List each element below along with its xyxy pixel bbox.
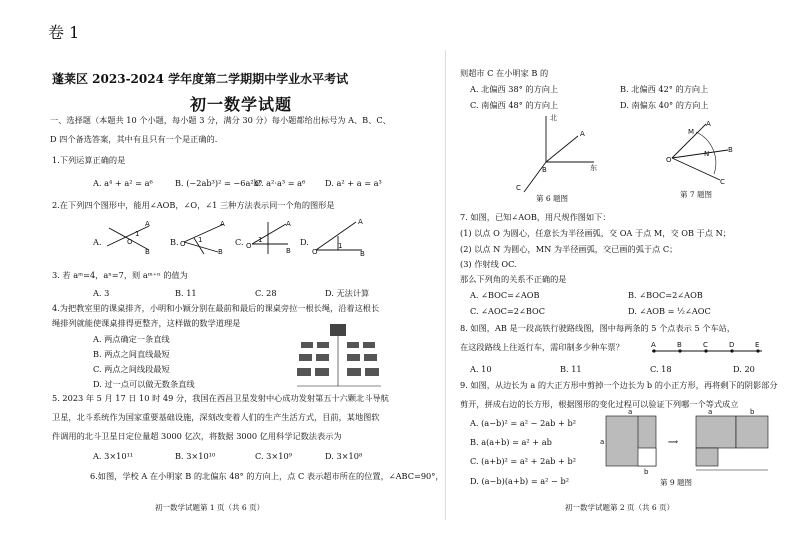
q7-step-3: (3) 作射线 OC. bbox=[460, 259, 517, 269]
q4-option-c: C. 两点之间线段最短 bbox=[93, 364, 170, 374]
svg-text:东: 东 bbox=[590, 164, 597, 172]
q5-option-a: A. 3×10¹¹ bbox=[93, 451, 134, 461]
q4-option-d: D. 过一点可以做无数条直线 bbox=[93, 379, 195, 389]
svg-text:A: A bbox=[220, 220, 225, 228]
q8-point-a: A bbox=[651, 341, 656, 349]
q4-option-a: A. 两点确定一条直线 bbox=[93, 334, 170, 344]
svg-text:A: A bbox=[706, 120, 711, 128]
q8-option-a: A. 10 bbox=[470, 364, 492, 374]
svg-text:1: 1 bbox=[258, 236, 263, 244]
q1-option-d: D. a² + a = a³ bbox=[325, 178, 382, 188]
svg-text:A: A bbox=[145, 220, 150, 228]
svg-text:1: 1 bbox=[338, 242, 343, 250]
svg-text:M: M bbox=[688, 128, 695, 136]
svg-text:A: A bbox=[286, 220, 291, 228]
classroom-desks-illustration bbox=[295, 320, 383, 390]
q7-step-2: (2) 以点 N 为圆心，MN 为半径画弧，交已画的弧于点 C； bbox=[460, 244, 678, 254]
section-intro-1: 一、选择题（本题共 10 个小题，每小题 3 分，满分 30 分）每小题都给出标号为 A、B、C、 bbox=[50, 115, 391, 125]
q2-option-a: A. bbox=[93, 237, 102, 247]
q9-line-2: 剪开，拼成右边的长方形，根据图形的变化过程可以验证下列哪一个等式成立 bbox=[460, 399, 739, 409]
q7-option-b: B. ∠BOC=2∠AOB bbox=[628, 290, 703, 300]
q8-point-e: E bbox=[755, 341, 760, 349]
volume-label: 卷 1 bbox=[48, 23, 80, 42]
q2-figure-d bbox=[312, 218, 370, 256]
q1-option-b: B. (−2ab³)² = −6a²b⁶ bbox=[175, 178, 263, 188]
q3-option-b: B. 11 bbox=[175, 288, 197, 298]
q6-option-a: A. 北偏西 38° 的方向上 bbox=[470, 84, 559, 94]
footer-page-1: 初一数学试题第 1 页（共 6 页） bbox=[155, 503, 265, 512]
q2-figure-b bbox=[180, 220, 228, 255]
q9-option-c: C. (a+b)² = a² + 2ab + b² bbox=[470, 456, 577, 466]
svg-text:B: B bbox=[360, 250, 365, 256]
q5-line-3: 件调用的北斗卫星日定位量超 3000 亿次，将数据 3000 亿用科学记数法表示为 bbox=[52, 431, 342, 441]
q8-point-d: D bbox=[729, 341, 735, 349]
q6-line-1: 6.如图，学校 A 在小明家 B 的北偏东 48° 的方向上，点 C 表示超市所在的位置，∠ABC=90°， bbox=[90, 471, 444, 481]
svg-text:C: C bbox=[720, 178, 725, 184]
svg-text:B: B bbox=[542, 166, 547, 174]
q8-option-b: B. 11 bbox=[560, 364, 582, 374]
footer-page-2: 初一数学试题第 2 页（共 6 页） bbox=[565, 503, 675, 512]
svg-text:b: b bbox=[750, 408, 755, 416]
q2-figure-a bbox=[105, 220, 153, 255]
q2-option-d: D. bbox=[300, 237, 309, 247]
q3-option-d: D. 无法计算 bbox=[325, 288, 370, 298]
q4-stem-2: 绳排列就能使课桌排得更整齐，这样做的数学道理是 bbox=[52, 318, 241, 328]
q7-option-a: A. ∠BOC=∠AOB bbox=[470, 290, 540, 300]
q8-line-1: 8. 如图，AB 是一段高铁行驶路线图，图中每两条的 5 个点表示 5 个车站， bbox=[460, 323, 736, 333]
q7-option-c: C. ∠AOC=2∠BOC bbox=[470, 306, 546, 316]
svg-text:北: 北 bbox=[550, 114, 557, 122]
exam-title: 蓬莱区 2023-2024 学年度第二学期期中学业水平考试 bbox=[52, 72, 349, 86]
svg-text:1: 1 bbox=[198, 236, 203, 244]
q1-stem: 1.下列运算正确的是 bbox=[52, 155, 126, 165]
q6-option-c: C. 南偏西 48° 的方向上 bbox=[470, 100, 559, 110]
q7-step-1: (1) 以点 O 为圆心，任意长为半径画弧，交 OA 于点 M，交 OB 于点 N； bbox=[460, 228, 731, 238]
q5-option-d: D. 3×10⁸ bbox=[325, 451, 363, 461]
q9-line-1: 9. 如图，从边长为 a 的大正方形中剪掉一个边长为 b 的小正方形，再将剩下的阴影部分 bbox=[460, 380, 778, 390]
q8-point-b: B bbox=[677, 341, 682, 349]
svg-text:B: B bbox=[728, 146, 733, 154]
q7-figure bbox=[666, 118, 736, 184]
q8-line-2: 在这段路线上往返行车，需印制多少种车票？ bbox=[460, 342, 624, 352]
q9-option-a: A. (a−b)² = a² − 2ab + b² bbox=[470, 418, 576, 428]
q4-stem-1: 4.为把教室里的课桌排齐，小明和小颖分别在最前和最后的课桌旁拉一根长绳，沿着这根长 bbox=[52, 303, 380, 313]
svg-text:N: N bbox=[704, 150, 710, 158]
q2-figure-c bbox=[246, 220, 294, 255]
q9-option-d: D. (a−b)(a+b) = a² − b² bbox=[470, 476, 570, 486]
svg-text:a: a bbox=[600, 438, 605, 446]
svg-text:O: O bbox=[127, 238, 133, 246]
q7-ask: 那么下列角的关系不正确的是 bbox=[460, 274, 567, 284]
svg-text:A: A bbox=[580, 130, 585, 138]
q6-option-b: B. 北偏西 42° 的方向上 bbox=[620, 84, 709, 94]
q1-option-a: A. a⁴ + a² = a⁶ bbox=[93, 178, 153, 188]
q5-line-1: 5. 2023 年 5 月 17 日 10 时 49 分，我国在西昌卫星发射中心成功发射第五十六颗北斗导航 bbox=[52, 393, 389, 403]
q8-option-d: D. 20 bbox=[733, 364, 755, 374]
q3-option-c: C. 28 bbox=[255, 288, 277, 298]
q2-stem: 2.在下列四个图形中，能用∠AOB，∠O，∠1 三种方法表示同一个角的图形是 bbox=[52, 200, 335, 210]
q6-option-d: D. 南偏东 40° 的方向上 bbox=[620, 100, 709, 110]
svg-text:a: a bbox=[628, 408, 633, 416]
q6-figure bbox=[506, 110, 606, 195]
svg-text:C: C bbox=[516, 184, 521, 192]
q8-option-c: C. 18 bbox=[650, 364, 672, 374]
q4-option-b: B. 两点之间直线最短 bbox=[93, 349, 170, 359]
q6-line-2: 则超市 C 在小明家 B 的 bbox=[460, 68, 549, 78]
svg-text:B: B bbox=[218, 248, 223, 255]
q3-stem: 3. 若 aᵐ=4，aⁿ=7，则 aᵐ⁺ⁿ 的值为 bbox=[52, 270, 188, 280]
q7-option-d: D. ∠AOB = ½∠AOC bbox=[628, 306, 711, 316]
q9-figure-caption: 第 9 题图 bbox=[660, 478, 693, 487]
svg-text:⟹: ⟹ bbox=[668, 438, 679, 446]
q7-figure-caption: 第 7 题图 bbox=[680, 190, 713, 199]
svg-text:A: A bbox=[358, 218, 363, 226]
q7-stem: 7. 如图，已知∠AOB，用尺规作图如下： bbox=[460, 212, 611, 222]
q9-option-b: B. a(a+b) = a² + ab bbox=[470, 437, 552, 447]
q5-line-2: 卫星，北斗系统作为国家重要基础设施，深刻改变着人们的生产生活方式，目前，某地图软 bbox=[52, 412, 380, 422]
svg-text:1: 1 bbox=[135, 230, 140, 238]
subject-title: 初一数学试题 bbox=[190, 95, 293, 114]
q6-figure-caption: 第 6 题图 bbox=[536, 194, 569, 203]
q8-point-c: C bbox=[703, 341, 708, 349]
q2-option-b: B. bbox=[170, 237, 179, 247]
svg-text:O: O bbox=[180, 240, 186, 248]
section-intro-2: D 四个备选答案，其中有且只有一个是正确的. bbox=[50, 134, 218, 144]
svg-text:O: O bbox=[666, 156, 672, 164]
svg-text:B: B bbox=[286, 247, 291, 255]
svg-text:a: a bbox=[708, 408, 713, 416]
svg-text:b: b bbox=[644, 468, 649, 476]
q2-option-c: C. bbox=[235, 237, 244, 247]
q5-option-c: C. 3×10⁹ bbox=[255, 451, 292, 461]
q3-option-a: A. 3 bbox=[93, 288, 110, 298]
q9-figure bbox=[600, 408, 778, 478]
svg-text:O: O bbox=[312, 248, 318, 256]
q8-route-figure bbox=[648, 340, 768, 358]
q5-option-b: B. 3×10¹⁰ bbox=[175, 451, 216, 461]
page-divider bbox=[445, 50, 446, 520]
svg-text:O: O bbox=[246, 242, 252, 250]
svg-text:B: B bbox=[145, 248, 150, 255]
q1-option-c: C. a²·a³ = a⁶ bbox=[255, 178, 306, 188]
